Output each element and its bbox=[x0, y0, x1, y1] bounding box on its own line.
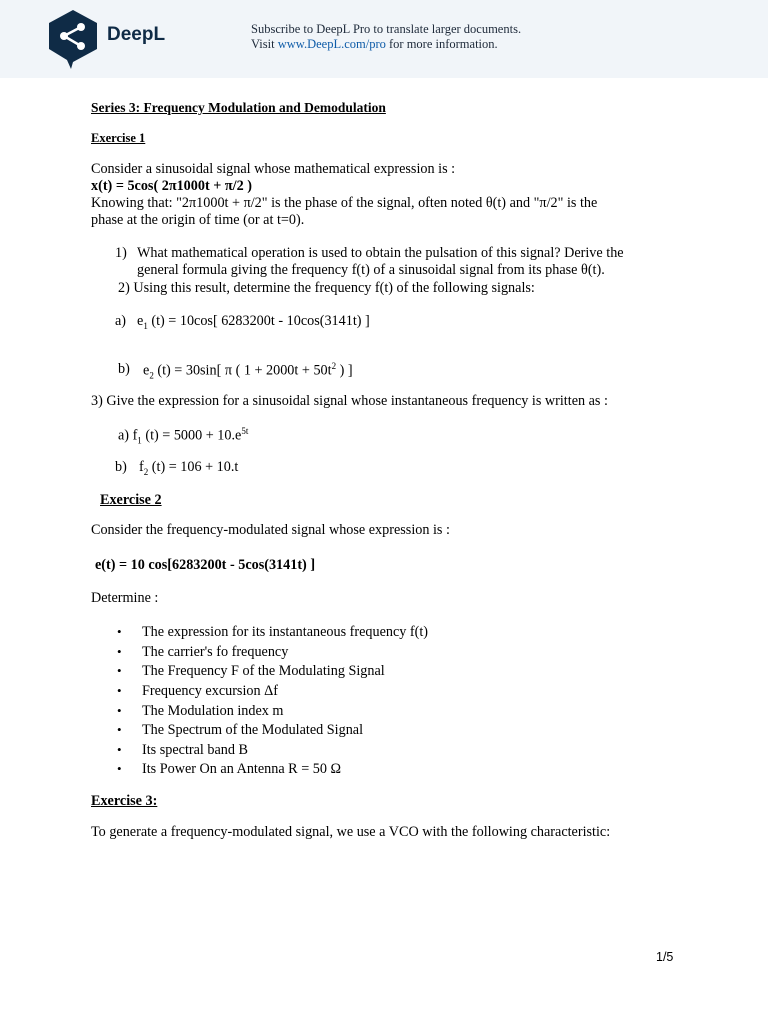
exercise-3-heading: Exercise 3: bbox=[91, 793, 158, 809]
signal-a-e: e bbox=[137, 313, 144, 329]
f1-expression bbox=[118, 426, 248, 446]
signal-b-label: b) bbox=[118, 361, 130, 377]
ex1-expression: x(t) = 5cos( 2π1000t + π/2 ) bbox=[91, 178, 252, 194]
signal-b-expression bbox=[143, 361, 353, 381]
f2-label: b) bbox=[115, 459, 127, 475]
f1-rest: (t) = 5000 + 10.e bbox=[141, 427, 242, 444]
ex2-expression: e(t) = 10 cos[6283200t - 5cos(3141t) ] bbox=[95, 557, 316, 573]
bullet-icon: • bbox=[117, 761, 122, 776]
deepl-pro-link[interactable]: www.DeepL.com/pro bbox=[277, 37, 386, 51]
bullet-icon: • bbox=[117, 722, 122, 737]
list-item-text: The Spectrum of the Modulated Signal bbox=[142, 722, 364, 738]
bullet-icon: • bbox=[117, 742, 122, 757]
promo-line-2 bbox=[251, 37, 521, 52]
ex1-intro: Consider a sinusoidal signal whose mathematical expression is : bbox=[91, 161, 456, 177]
q3-text: 3) Give the expression for a sinusoidal signal whose instantaneous frequency is written as : bbox=[91, 393, 608, 409]
list-item-text: Frequency excursion Δf bbox=[142, 683, 278, 699]
signal-b-end: ) ] bbox=[336, 362, 353, 379]
bullet-icon: • bbox=[117, 644, 122, 659]
signal-b-sup: 2 bbox=[331, 361, 337, 371]
bullet-icon: • bbox=[117, 663, 122, 678]
list-item-text: The carrier's fo frequency bbox=[142, 644, 289, 660]
ex1-knowing-line-1: Knowing that: "2π1000t + π/2" is the phase of the signal, often noted θ(t) and "π/2" is the bbox=[91, 195, 598, 211]
signal-b-rest: (t) = 30sin[ π ( 1 + 2000t + 50t bbox=[153, 362, 332, 379]
list-item-text: The expression for its instantaneous frequency f(t) bbox=[142, 624, 429, 640]
q1-number: 1) bbox=[115, 245, 127, 261]
f2-expression bbox=[139, 459, 238, 477]
exercise-2-heading: Exercise 2 bbox=[100, 492, 162, 508]
f2-rest: (t) = 106 + 10.t bbox=[148, 459, 239, 475]
bullet-icon: • bbox=[117, 703, 122, 718]
bullet-icon: • bbox=[117, 624, 122, 639]
ex1-knowing-line-2: phase at the origin of time (or at t=0). bbox=[91, 212, 305, 228]
deepl-banner bbox=[0, 0, 768, 78]
list-item-text: The Modulation index m bbox=[142, 703, 284, 719]
f1-label: a) f bbox=[118, 427, 138, 444]
signal-a-label: a) bbox=[115, 313, 127, 329]
f1-sub: 1 bbox=[137, 435, 142, 446]
q1-line-2: general formula giving the frequency f(t) of a sinusoidal signal from its phase θ(t). bbox=[137, 262, 605, 278]
promo-line-1: Subscribe to DeepL Pro to translate larger documents. bbox=[251, 22, 522, 36]
q2-text: 2) Using this result, determine the frequency f(t) of the following signals: bbox=[118, 280, 535, 296]
ex2-intro: Consider the frequency-modulated signal whose expression is : bbox=[91, 522, 450, 538]
promo-prefix: Visit bbox=[251, 37, 278, 51]
f2-f: f bbox=[139, 459, 144, 475]
list-item-text: The Frequency F of the Modulating Signal bbox=[142, 663, 385, 679]
series-title: Series 3: Frequency Modulation and Demodulation bbox=[91, 100, 386, 115]
list-item-text: Its spectral band B bbox=[142, 742, 248, 758]
ex2-determine: Determine : bbox=[91, 590, 159, 606]
f2-sub: 2 bbox=[143, 466, 149, 477]
signal-a-rest: (t) = 10cos[ 6283200t - 10cos(3141t) ] bbox=[147, 313, 370, 329]
promo-suffix: for more information. bbox=[385, 37, 498, 51]
signal-b-e: e bbox=[143, 362, 150, 379]
ex3-intro: To generate a frequency-modulated signal, we use a VCO with the following characteristic: bbox=[91, 824, 611, 840]
list-item-text: Its Power On an Antenna R = 50 Ω bbox=[142, 761, 342, 777]
deepl-logo-icon bbox=[47, 9, 99, 69]
brand-name: DeepL bbox=[107, 24, 166, 45]
promo-text bbox=[251, 22, 521, 52]
f1-sup: 5t bbox=[241, 426, 249, 436]
exercise-1-heading: Exercise 1 bbox=[91, 131, 146, 145]
page-number: 1/5 bbox=[656, 950, 674, 964]
q1-line-1: What mathematical operation is used to obtain the pulsation of this signal? Derive the bbox=[137, 245, 624, 261]
bullet-icon: • bbox=[117, 683, 122, 698]
signal-a-sub: 1 bbox=[143, 320, 148, 331]
signal-b-sub: 2 bbox=[149, 370, 154, 381]
signal-a-expression bbox=[137, 313, 370, 331]
